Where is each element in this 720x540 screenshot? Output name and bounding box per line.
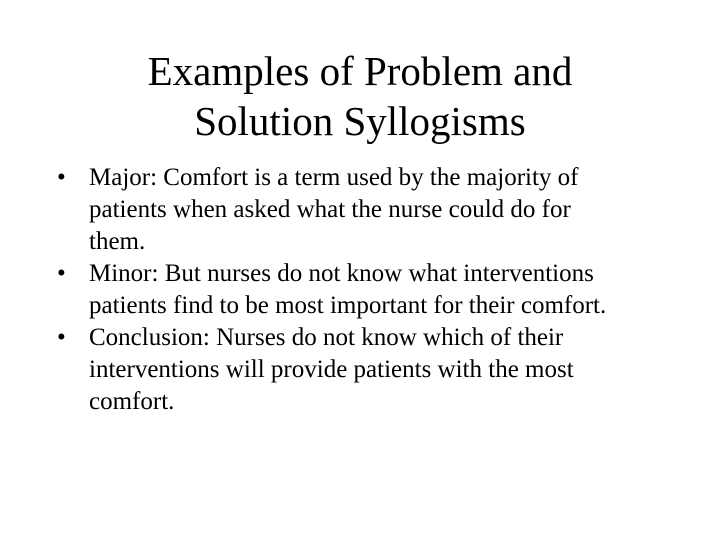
slide-title-line: Examples of Problem and bbox=[147, 48, 573, 94]
bullet-line: patients find to be most important for their comfort. bbox=[89, 292, 607, 319]
bullet-icon: • bbox=[57, 324, 66, 351]
bullet-line: Conclusion: Nurses do not know which of their bbox=[89, 324, 564, 351]
slide-title-line: Solution Syllogisms bbox=[194, 98, 526, 144]
bullet-list bbox=[57, 162, 697, 418]
bullet-line: interventions will provide patients with the most bbox=[89, 356, 574, 383]
bullet-line: Minor: But nurses do not know what interventions bbox=[89, 260, 594, 287]
bullet-icon: • bbox=[57, 260, 66, 287]
slide-title bbox=[60, 46, 660, 146]
bullet-item-major bbox=[57, 162, 697, 258]
bullet-line: comfort. bbox=[89, 388, 175, 415]
bullet-item-minor bbox=[57, 258, 697, 322]
bullet-icon: • bbox=[57, 164, 66, 191]
bullet-item-conclusion bbox=[57, 322, 697, 418]
bullet-line: them. bbox=[89, 228, 146, 255]
bullet-line: Major: Comfort is a term used by the majority of bbox=[89, 164, 579, 191]
bullet-line: patients when asked what the nurse could do for bbox=[89, 196, 571, 223]
